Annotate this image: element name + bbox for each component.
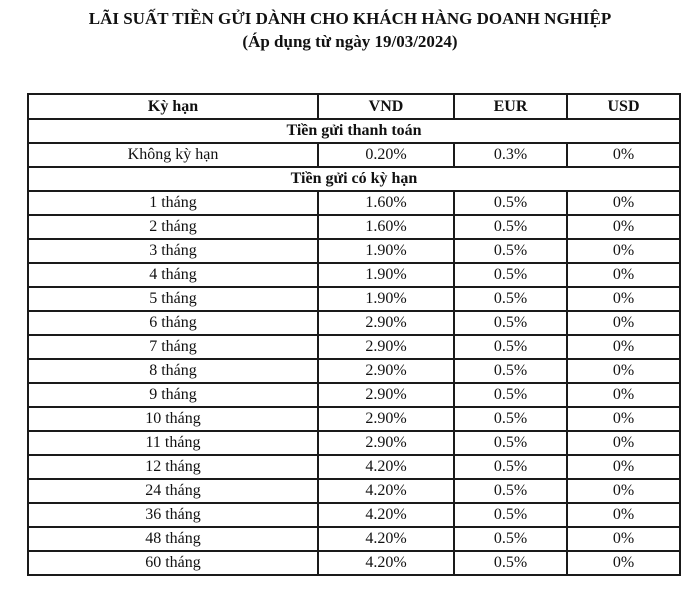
usd-rate-cell: 0% <box>567 335 680 359</box>
table-row <box>28 455 680 479</box>
vnd-rate-cell: 4.20% <box>318 503 454 527</box>
column-header-usd: USD <box>567 94 680 119</box>
usd-rate-cell: 0% <box>567 407 680 431</box>
eur-rate-cell: 0.5% <box>454 359 567 383</box>
usd-rate-cell: 0% <box>567 551 680 575</box>
table-row <box>28 239 680 263</box>
table-row <box>28 359 680 383</box>
table-row <box>28 263 680 287</box>
vnd-rate-cell: 1.60% <box>318 215 454 239</box>
term-cell: 1 tháng <box>28 191 318 215</box>
vnd-rate-cell: 1.90% <box>318 263 454 287</box>
interest-rate-table <box>27 93 681 576</box>
eur-rate-cell: 0.5% <box>454 407 567 431</box>
eur-rate-cell: 0.5% <box>454 503 567 527</box>
page-title: LÃI SUẤT TIỀN GỬI DÀNH CHO KHÁCH HÀNG DOANH NGHIỆP <box>88 9 612 28</box>
term-cell: 5 tháng <box>28 287 318 311</box>
usd-rate-cell: 0% <box>567 431 680 455</box>
usd-rate-cell: 0% <box>567 287 680 311</box>
eur-rate-cell: 0.5% <box>454 191 567 215</box>
section-row-term-deposit <box>28 167 680 191</box>
table-row <box>28 407 680 431</box>
term-cell: 12 tháng <box>28 455 318 479</box>
usd-rate-cell: 0% <box>567 383 680 407</box>
eur-rate-cell: 0.5% <box>454 239 567 263</box>
usd-rate-cell: 0% <box>567 503 680 527</box>
term-cell: 4 tháng <box>28 263 318 287</box>
eur-rate-cell: 0.3% <box>454 143 567 167</box>
table-row <box>28 191 680 215</box>
usd-rate-cell: 0% <box>567 359 680 383</box>
table-row <box>28 527 680 551</box>
term-cell: 3 tháng <box>28 239 318 263</box>
column-header-term: Kỳ hạn <box>28 94 318 119</box>
table-row <box>28 287 680 311</box>
vnd-rate-cell: 1.90% <box>318 287 454 311</box>
term-cell: Không kỳ hạn <box>28 143 318 167</box>
vnd-rate-cell: 2.90% <box>318 383 454 407</box>
vnd-rate-cell: 2.90% <box>318 359 454 383</box>
table-row <box>28 215 680 239</box>
eur-rate-cell: 0.5% <box>454 431 567 455</box>
section-row-payment <box>28 119 680 143</box>
term-cell: 10 tháng <box>28 407 318 431</box>
term-cell: 60 tháng <box>28 551 318 575</box>
usd-rate-cell: 0% <box>567 239 680 263</box>
vnd-rate-cell: 2.90% <box>318 431 454 455</box>
term-cell: 7 tháng <box>28 335 318 359</box>
table-row <box>28 479 680 503</box>
usd-rate-cell: 0% <box>567 311 680 335</box>
eur-rate-cell: 0.5% <box>454 287 567 311</box>
vnd-rate-cell: 2.90% <box>318 311 454 335</box>
term-cell: 9 tháng <box>28 383 318 407</box>
table-header-row <box>28 94 680 119</box>
table-row <box>28 143 680 167</box>
eur-rate-cell: 0.5% <box>454 527 567 551</box>
eur-rate-cell: 0.5% <box>454 383 567 407</box>
vnd-rate-cell: 0.20% <box>318 143 454 167</box>
term-cell: 48 tháng <box>28 527 318 551</box>
vnd-rate-cell: 4.20% <box>318 551 454 575</box>
section-label-term-deposit: Tiền gửi có kỳ hạn <box>28 167 680 191</box>
term-cell: 8 tháng <box>28 359 318 383</box>
usd-rate-cell: 0% <box>567 263 680 287</box>
vnd-rate-cell: 2.90% <box>318 335 454 359</box>
table-row <box>28 503 680 527</box>
eur-rate-cell: 0.5% <box>454 551 567 575</box>
table-row <box>28 383 680 407</box>
usd-rate-cell: 0% <box>567 191 680 215</box>
eur-rate-cell: 0.5% <box>454 311 567 335</box>
vnd-rate-cell: 1.90% <box>318 239 454 263</box>
table-row <box>28 311 680 335</box>
usd-rate-cell: 0% <box>567 215 680 239</box>
usd-rate-cell: 0% <box>567 455 680 479</box>
term-cell: 24 tháng <box>28 479 318 503</box>
term-cell: 2 tháng <box>28 215 318 239</box>
usd-rate-cell: 0% <box>567 527 680 551</box>
usd-rate-cell: 0% <box>567 479 680 503</box>
section-label-payment: Tiền gửi thanh toán <box>28 119 680 143</box>
vnd-rate-cell: 2.90% <box>318 407 454 431</box>
vnd-rate-cell: 4.20% <box>318 527 454 551</box>
table-row <box>28 431 680 455</box>
eur-rate-cell: 0.5% <box>454 479 567 503</box>
eur-rate-cell: 0.5% <box>454 335 567 359</box>
table-row <box>28 335 680 359</box>
table-row <box>28 551 680 575</box>
page-subtitle: (Áp dụng từ ngày 19/03/2024) <box>242 32 458 51</box>
eur-rate-cell: 0.5% <box>454 215 567 239</box>
column-header-eur: EUR <box>454 94 567 119</box>
usd-rate-cell: 0% <box>567 143 680 167</box>
term-cell: 11 tháng <box>28 431 318 455</box>
eur-rate-cell: 0.5% <box>454 455 567 479</box>
term-cell: 36 tháng <box>28 503 318 527</box>
column-header-vnd: VND <box>318 94 454 119</box>
term-cell: 6 tháng <box>28 311 318 335</box>
vnd-rate-cell: 4.20% <box>318 479 454 503</box>
vnd-rate-cell: 1.60% <box>318 191 454 215</box>
vnd-rate-cell: 4.20% <box>318 455 454 479</box>
eur-rate-cell: 0.5% <box>454 263 567 287</box>
